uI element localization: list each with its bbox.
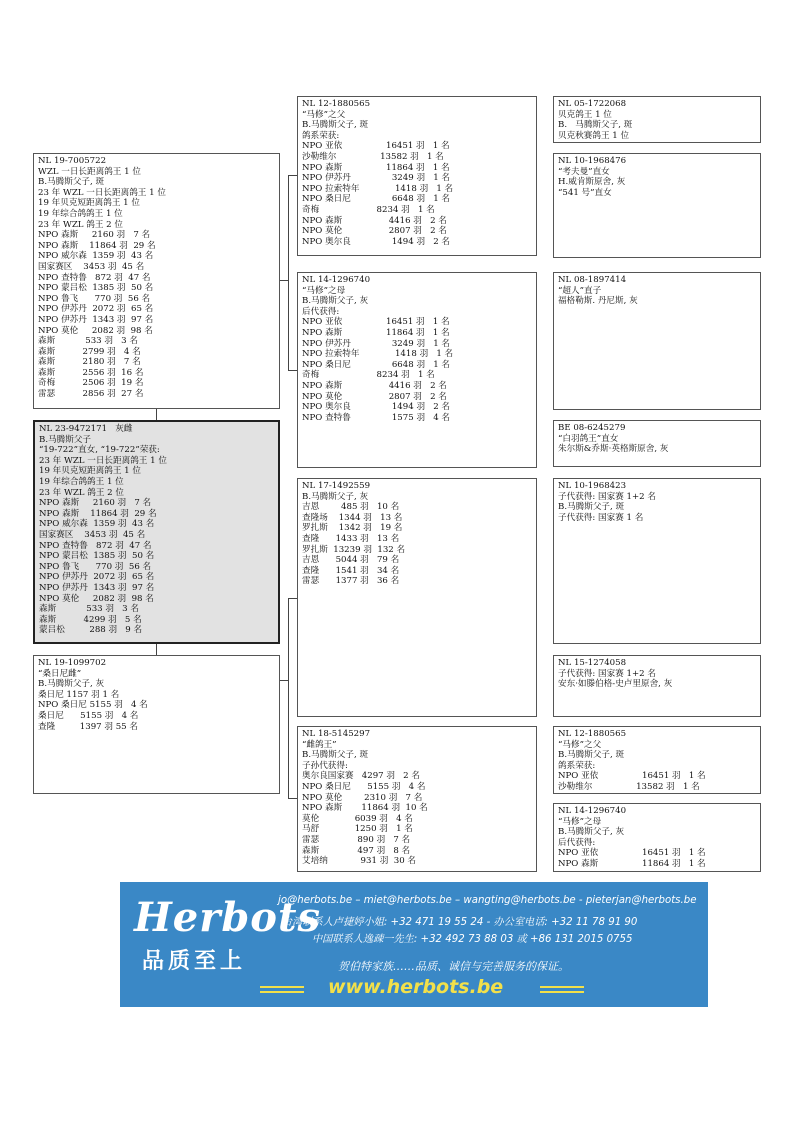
connector-sire-subject <box>156 409 157 420</box>
pedigree-line: 子代获得: 国家赛 1+2 名 <box>558 668 656 679</box>
pedigree-line: 安东·如滕伯格-史卢里原舍, 灰 <box>558 679 673 690</box>
pedigree-line: 23 年 WZL 一日长距离鸽王 1 位 <box>38 187 166 198</box>
ring-number: NL 12-1880565 <box>302 99 371 109</box>
website-bar-right-2 <box>540 991 584 993</box>
connector-subject-dam <box>156 644 157 655</box>
pedigree-line: 23 年 WZL 鸽王 2 位 <box>39 487 124 498</box>
pedigree-line: 朱尔斯&乔斯·英格斯原舍, 灰 <box>558 444 669 455</box>
pedigree-line: “马修”之父 <box>302 109 346 120</box>
pedigree-line: NPO 亚依 16451 羽 1 名 <box>302 317 450 328</box>
pedigree-line: 罗扎斯 13239 羽 132 名 <box>302 544 406 555</box>
pedigree-line: “马修”之父 <box>558 739 602 750</box>
connector-sire-v <box>288 175 289 370</box>
ring-number: NL 10-1968476 <box>558 156 627 166</box>
dam-sire-dam-card <box>553 655 761 717</box>
pedigree-line: NPO 威尔森 1359 羽 43 名 <box>38 251 154 262</box>
pedigree-line: “超人”直子 <box>558 285 602 296</box>
dam-dam-sire-card <box>553 726 761 794</box>
pedigree-line: NPO 桑日尼 6648 羽 1 名 <box>302 359 451 370</box>
pedigree-line: 吉恩 485 羽 10 名 <box>302 502 400 513</box>
pedigree-line: NPO 伊苏丹 2072 羽 65 名 <box>38 304 154 315</box>
ring-number: NL 15-1274058 <box>558 658 627 668</box>
pedigree-line: 蒙吕松 288 羽 9 名 <box>39 625 143 636</box>
connector-to-dd <box>288 798 297 799</box>
dam-sire-card <box>297 478 537 717</box>
ring-number: NL 14-1296740 <box>302 275 371 285</box>
herbots-logo: Herbots <box>134 894 321 941</box>
pedigree-line: NPO 莫伦 2807 羽 2 名 <box>302 391 447 402</box>
pedigree-line: “考夫曼”直女 <box>558 166 610 177</box>
pedigree-line: NPO 森斯 11864 羽 1 名 <box>302 327 450 338</box>
pedigree-line: 后代获得: <box>302 306 340 317</box>
pedigree-line: 贝克鸽王 1 位 <box>558 109 612 120</box>
sire-dam-card <box>297 272 537 468</box>
pedigree-line: B.马腾斯父子, 斑 <box>302 120 369 131</box>
pedigree-line: 子代获得: 国家赛 1 名 <box>558 512 644 523</box>
ring-number: NL 10-1968423 <box>558 481 627 491</box>
pedigree-line: 罗扎斯 1342 羽 19 名 <box>302 523 403 534</box>
pedigree-line: NPO 伊苏丹 3249 羽 1 名 <box>302 338 451 349</box>
pedigree-line: 奇梅 2506 羽 19 名 <box>38 378 144 389</box>
pedigree-line: NPO 亚依 16451 羽 1 名 <box>302 141 450 152</box>
dam-dam-card <box>297 726 537 872</box>
pedigree-line: 后代获得: <box>558 837 596 848</box>
pedigree-line: NPO 森斯 11864 羽 1 名 <box>558 858 706 869</box>
pedigree-line: “马修”之母 <box>302 285 346 296</box>
pedigree-line: 吉恩 5044 羽 79 名 <box>302 555 400 566</box>
pedigree-line: WZL 一日长距离鸽王 1 位 <box>38 166 141 177</box>
pedigree-line: NPO 莫伦 2082 羽 98 名 <box>38 325 153 336</box>
pedigree-line: 森斯 2799 羽 4 名 <box>38 346 141 357</box>
pedigree-line: NPO 伊苏丹 2072 羽 65 名 <box>39 572 155 583</box>
ring-number: NL 05-1722068 <box>558 99 627 109</box>
connector-to-ds <box>288 598 297 599</box>
pedigree-line: H.威肯斯原舍, 灰 <box>558 177 626 188</box>
pedigree-line: NPO 莫伦 2082 羽 98 名 <box>39 593 154 604</box>
china-contact: 中国联系人逸疎一先生: +32 492 73 88 03 或 +86 131 2015 0755 <box>312 934 633 945</box>
pedigree-line: 查隆 1541 羽 34 名 <box>302 565 400 576</box>
pedigree-line: NPO 查特鲁 872 羽 47 名 <box>38 272 151 283</box>
pedigree-line: 福格勒斯. 丹尼斯, 灰 <box>558 296 638 307</box>
pedigree-line: NPO 亚依 16451 羽 1 名 <box>558 771 706 782</box>
pedigree-line: 贝克秋赛鸽王 1 位 <box>558 130 630 141</box>
pedigree-line: NPO 莫伦 2310 羽 7 名 <box>302 792 423 803</box>
slogan: 品质至上 <box>142 949 247 974</box>
pedigree-line: 鸽系荣获: <box>558 760 596 771</box>
pedigree-line: 国家赛区 3453 羽 45 名 <box>39 529 146 540</box>
pedigree-line: 森斯 2556 羽 16 名 <box>38 367 144 378</box>
pedigree-line: 森斯 533 羽 3 名 <box>39 604 139 615</box>
pedigree-line: “雌鸽王” <box>302 739 337 750</box>
pedigree-line: 19 年贝克短距离鸽王 1 位 <box>39 466 141 477</box>
pedigree-line: NPO 伊苏丹 3249 羽 1 名 <box>302 173 451 184</box>
sire-sire-sire-card <box>553 96 761 143</box>
pedigree-line: 艾培纳 931 羽 30 名 <box>302 856 417 867</box>
pedigree-line: NPO 奥尔良 1494 羽 2 名 <box>302 236 451 247</box>
pedigree-line: NPO 查特鲁 872 羽 47 名 <box>39 540 152 551</box>
ring-number: NL 19-7005722 <box>38 156 107 166</box>
dam-dam-dam-card <box>553 803 761 872</box>
pedigree-line: NPO 森斯 4416 羽 2 名 <box>302 215 447 226</box>
contact-emails: jo@herbots.be – miet@herbots.be – wangting@herbots.be - pieterjan@herbots.be <box>278 895 697 906</box>
pedigree-line: NPO 森斯 2160 羽 7 名 <box>38 230 151 241</box>
pedigree-line: 19 年贝克短距离鸽王 1 位 <box>38 198 140 209</box>
website-bar-right <box>540 986 584 988</box>
pedigree-line: 19 年综合鸽鸽王 1 位 <box>39 476 124 487</box>
pedigree-line: 23 年 WZL 一日长距离鸽王 1 位 <box>39 455 167 466</box>
pedigree-line: 雷瑟 2856 羽 27 名 <box>38 389 144 400</box>
pedigree-line: 森斯 497 羽 8 名 <box>302 845 411 856</box>
pedigree-line: 桑日尼 1157 羽 1 名 <box>38 689 120 700</box>
pedigree-line: 鸽系荣获: <box>302 130 340 141</box>
taiwan-contact: 台湾联系人卢捷婷小姐: +32 471 19 55 24 - 办公室电话: +32 11 78 91 90 <box>282 917 638 928</box>
pedigree-line: NPO 蒙吕松 1385 羽 50 名 <box>39 551 155 562</box>
pedigree-line: B.马腾斯父子, 斑 <box>302 750 369 761</box>
sire-sire-dam-card <box>553 153 761 258</box>
pedigree-line: 雷瑟 890 羽 7 名 <box>302 834 411 845</box>
pedigree-line: NPO 蒙吕松 1385 羽 50 名 <box>38 283 154 294</box>
sire-dam-dam-card <box>553 420 761 467</box>
pedigree-line: 子孙代获得: <box>302 760 348 771</box>
pedigree-line: 19 年综合鸽鸽王 1 位 <box>38 208 123 219</box>
pedigree-line: 雷瑟 1377 羽 36 名 <box>302 576 400 587</box>
pedigree-line: NPO 森斯 11864 羽 10 名 <box>302 803 428 814</box>
ring-number: NL 08-1897414 <box>558 275 627 285</box>
pedigree-line: 桑日尼 5155 羽 4 名 <box>38 710 139 721</box>
pedigree-line: “马修”之母 <box>558 816 602 827</box>
pedigree-line: NPO 拉索特年 1418 羽 1 名 <box>302 183 454 194</box>
sire-sire-card <box>297 96 537 256</box>
website-link[interactable]: www.herbots.be <box>328 976 504 998</box>
pedigree-line: 奇梅 8234 羽 1 名 <box>302 370 435 381</box>
subject-pigeon-card <box>33 420 280 644</box>
pedigree-line: “桑日尼雌” <box>38 668 82 679</box>
pedigree-line: 马舒 1250 羽 1 名 <box>302 824 413 835</box>
pedigree-line: “19-722”直女, “19-722”荣获: <box>39 445 160 456</box>
connector-sire-h <box>280 280 288 281</box>
pedigree-line: B.马腾斯父子, 灰 <box>302 491 369 502</box>
connector-to-ss <box>288 175 297 176</box>
pedigree-line: B.马腾斯父子, 灰 <box>38 679 105 690</box>
pedigree-line: B.马腾斯父子, 斑 <box>558 750 625 761</box>
pedigree-line: B. 马腾斯父子, 斑 <box>558 120 633 131</box>
pedigree-line: 23 年 WZL 鸽王 2 位 <box>38 219 123 230</box>
sire-dam-sire-card <box>553 272 761 410</box>
pedigree-line: B.马腾斯父子, 灰 <box>302 296 369 307</box>
ring-number: NL 19-1099702 <box>38 658 107 668</box>
pedigree-line: 森斯 2180 羽 7 名 <box>38 357 141 368</box>
ring-number: NL 17-1492559 <box>302 481 371 491</box>
pedigree-line: 查隆场 1344 羽 13 名 <box>302 512 403 523</box>
pedigree-line: “541 号”直女 <box>558 187 612 198</box>
website-bar-left-2 <box>260 991 304 993</box>
pedigree-line: NPO 鲁飞 770 羽 56 名 <box>38 293 151 304</box>
connector-dam-h <box>280 680 288 681</box>
pedigree-line: NPO 莫伦 2807 羽 2 名 <box>302 226 447 237</box>
pedigree-line: NPO 森斯 4416 羽 2 名 <box>302 380 447 391</box>
pedigree-line: NPO 威尔森 1359 羽 43 名 <box>39 519 155 530</box>
pedigree-line: 沙勒维尔 13582 羽 1 名 <box>302 151 444 162</box>
pedigree-line: “白羽鸽王”直女 <box>558 433 619 444</box>
pedigree-line: B.马腾斯父子, 斑 <box>558 502 625 513</box>
pedigree-line: 森斯 533 羽 3 名 <box>38 336 138 347</box>
pedigree-line: NPO 桑日尼 6648 羽 1 名 <box>302 194 451 205</box>
pedigree-line: NPO 桑日尼 5155 羽 4 名 <box>38 700 148 711</box>
ring-number: NL 12-1880565 <box>558 729 627 739</box>
dam-card <box>33 655 280 794</box>
ring-number: NL 18-5145297 <box>302 729 371 739</box>
ring-number: NL 14-1296740 <box>558 806 627 816</box>
pedigree-line: 查隆 1433 羽 13 名 <box>302 533 400 544</box>
connector-to-sd <box>288 370 297 371</box>
pedigree-line: 子代获得: 国家赛 1+2 名 <box>558 491 656 502</box>
pedigree-line: B.马腾斯父子 <box>39 434 92 445</box>
pedigree-line: 森斯 4299 羽 5 名 <box>39 614 142 625</box>
pedigree-line: NPO 查特鲁 1575 羽 4 名 <box>302 412 451 423</box>
pedigree-line: 莫伦 6039 羽 4 名 <box>302 813 413 824</box>
pedigree-line: NPO 奥尔良 1494 羽 2 名 <box>302 402 451 413</box>
pedigree-line: NPO 桑日尼 5155 羽 4 名 <box>302 781 426 792</box>
pedigree-line: B.马腾斯父子, 灰 <box>558 827 625 838</box>
pedigree-line: NPO 伊苏丹 1343 羽 97 名 <box>38 314 154 325</box>
ring-number: NL 23-9472171 灰雌 <box>39 424 133 434</box>
pedigree-line: 国家赛区 3453 羽 45 名 <box>38 261 145 272</box>
pedigree-line: 奥尔良国家赛 4297 羽 2 名 <box>302 771 420 782</box>
pedigree-line: B.马腾斯父子, 斑 <box>38 177 105 188</box>
pedigree-line: NPO 亚依 16451 羽 1 名 <box>558 848 706 859</box>
pedigree-line: NPO 拉索特年 1418 羽 1 名 <box>302 349 454 360</box>
sire-card <box>33 153 280 409</box>
pedigree-line: NPO 伊苏丹 1343 羽 97 名 <box>39 582 155 593</box>
connector-dam-v <box>288 598 289 798</box>
pedigree-line: NPO 鲁飞 770 羽 56 名 <box>39 561 152 572</box>
ring-number: BE 08-6245279 <box>558 423 626 433</box>
pedigree-line: 奇梅 8234 羽 1 名 <box>302 204 435 215</box>
herbots-banner <box>120 882 708 1007</box>
pedigree-line: 查隆 1397 羽 55 名 <box>38 721 138 732</box>
pedigree-line: 沙勒维尔 13582 羽 1 名 <box>558 781 700 792</box>
pedigree-line: NPO 森斯 2160 羽 7 名 <box>39 498 152 509</box>
pedigree-line: NPO 森斯 11864 羽 29 名 <box>39 508 157 519</box>
website-bar-left <box>260 986 304 988</box>
pedigree-line: NPO 森斯 11864 羽 29 名 <box>38 240 156 251</box>
dam-sire-sire-card <box>553 478 761 644</box>
pedigree-line: NPO 森斯 11864 羽 1 名 <box>302 162 450 173</box>
motto: 贺伯特家族……品质、诚信与完善服务的保证。 <box>338 960 569 973</box>
